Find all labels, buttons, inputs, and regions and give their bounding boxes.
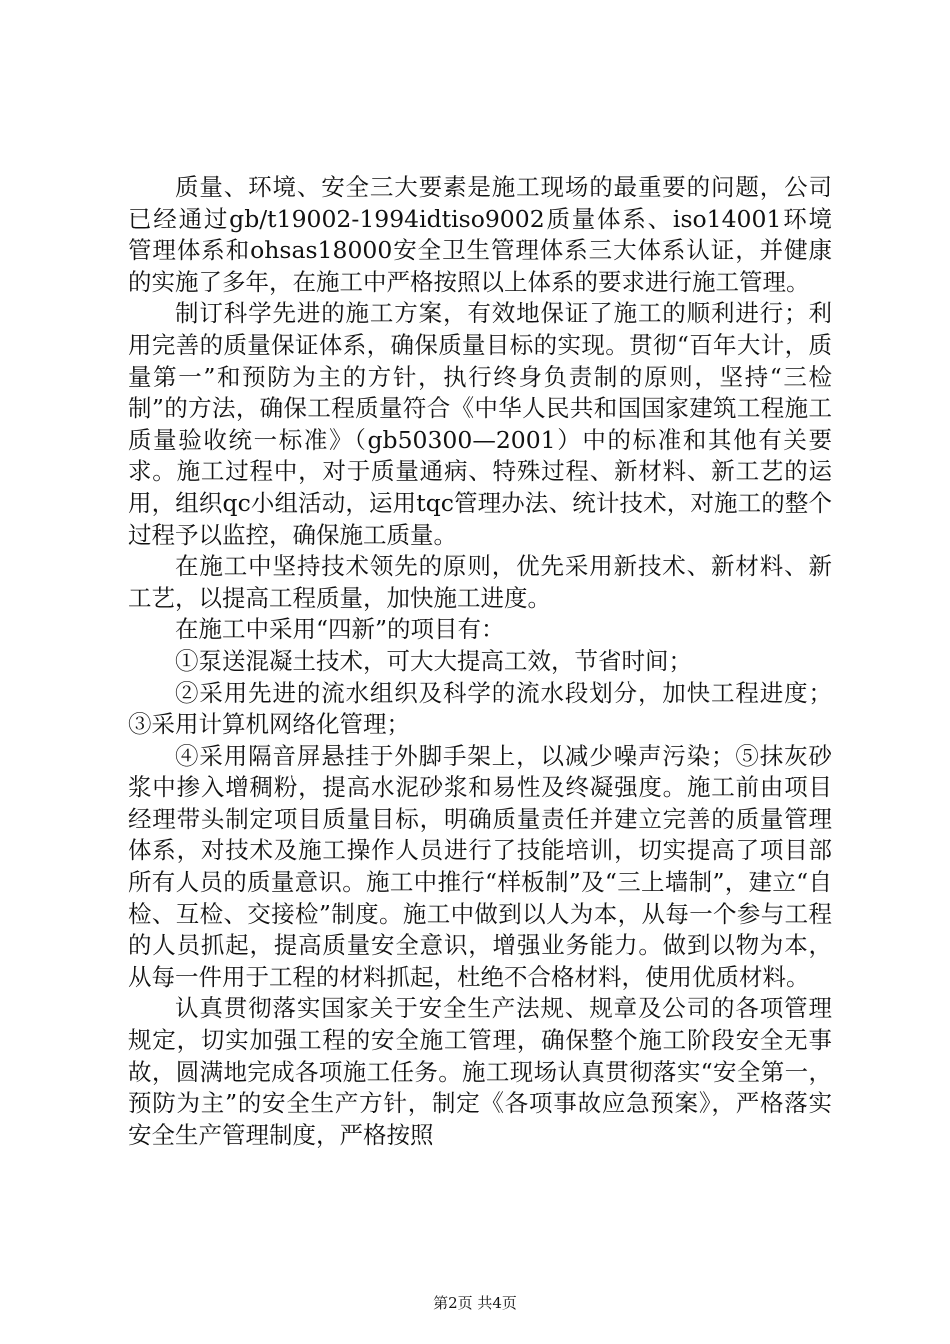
document-body xyxy=(128,172,832,1151)
paragraph-four-new-intro: 在施工中采用“四新”的项目有： xyxy=(175,615,505,644)
paragraph-technology-leading: 在施工中坚持技术领先的原则，优先采用新技术、新材料、新工艺，以提高工程质量，加快施工进度。 xyxy=(128,552,832,612)
page-number-footer: 第2页 共4页 xyxy=(433,1294,517,1312)
paragraph-item-2-3: ②采用先进的流水组织及科学的流水段划分，加快工程进度；③采用计算机网络化管理； xyxy=(128,678,832,739)
paragraph-item-1: ①泵送混凝土技术，可大大提高工效，节省时间； xyxy=(175,646,692,675)
paragraph-construction-plan: 制订科学先进的施工方案，有效地保证了施工的顺利进行；利用完善的质量保证体系，确保质量目标的实现。贯彻“百年大计，质量第一”和预防为主的方针，执行终身负责制的原则，坚持“三检制”的方法，确保工程质量符合《中华人民共和国国家建筑工程施工质量验收统一标准》（gb50300—2001）中的标准和其他有关要求。施工过程中，对于质量通病、特殊过程、新材料、新工艺的运用，组织qc小组活动，运用tqc管理办法、统计技术，对施工的整个过程予以监控，确保施工质量。 xyxy=(128,299,832,549)
paragraph-quality-systems: 质量、环境、安全三大要素是施工现场的最重要的问题，公司已经通过gb/t19002-1994idtiso9002质量体系、iso14001环境管理体系和ohsas18000安全卫生管理体系三大体系认证，并健康的实施了多年，在施工中严格按照以上体系的要求进行施工管理。 xyxy=(128,173,832,296)
paragraph-item-4-5: ④采用隔音屏悬挂于外脚手架上，以减少噪声污染；⑤抹灰砂浆中掺入增稠粉，提高水泥砂浆和易性及终凝强度。施工前由项目经理带头制定项目质量目标，明确质量责任并建立完善的质量管理体系，对技术及施工操作人员进行了技能培训，切实提高了项目部所有人员的质量意识。施工中推行“样板制”及“三上墙制”，建立“自检、互检、交接检”制度。施工中做到以人为本，从每一个参与工程的人员抓起，提高质量安全意识，增强业务能力。做到以物为本，从每一件用于工程的材料抓起，杜绝不合格材料，使用优质材料。 xyxy=(128,741,832,991)
paragraph-safety: 认真贯彻落实国家关于安全生产法规、规章及公司的各项管理规定，切实加强工程的安全施工管理，确保整个施工阶段安全无事故，圆满地完成各项施工任务。施工现场认真贯彻落实“安全第一，预防为主”的安全生产方针，制定《各项事故应急预案》，严格落实安全生产管理制度，严格按照 xyxy=(128,994,832,1149)
